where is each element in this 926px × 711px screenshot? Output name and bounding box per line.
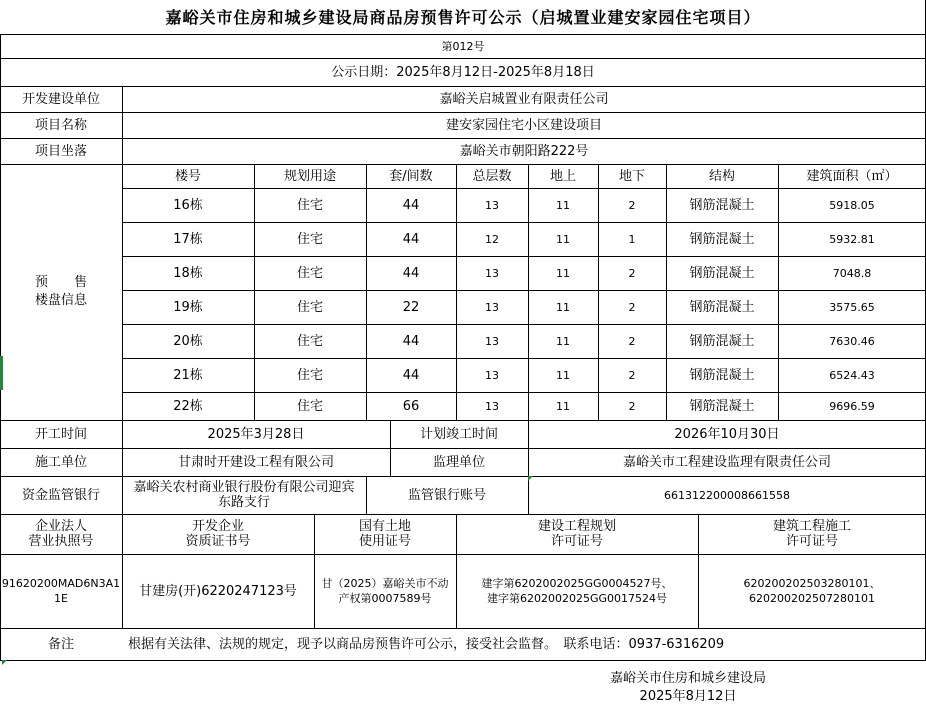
grid-line: [0, 660, 926, 661]
presale-row-structure: 钢筋混凝土: [689, 265, 755, 281]
presale-row-usage: 住宅: [296, 231, 323, 247]
grid-line: [366, 476, 367, 514]
grid-line: [528, 164, 529, 420]
presale-row-units: 44: [402, 367, 420, 383]
license-business-value: 91620200MAD6N3A1 1E: [1, 577, 121, 605]
presale-row-units: 66: [402, 398, 420, 414]
remarks-label: 备注: [47, 636, 74, 652]
presale-row-above-ground: 11: [556, 300, 570, 314]
presale-row-building: 18栋: [173, 265, 203, 281]
start-date-label: 开工时间: [34, 426, 87, 442]
license-planning-value: 建字第6202002025GG0004527号、 建字第6202002025GG0017524号: [481, 577, 673, 605]
project-name-value: 建安家园住宅小区建设项目: [445, 117, 602, 133]
cell-comment-marker: [2, 660, 7, 665]
grid-line: [122, 290, 926, 291]
grid-line: [598, 164, 599, 420]
grid-line: [122, 324, 926, 325]
start-date-value: 2025年3月28日: [207, 426, 305, 442]
contractor-value: 甘肃时开建设工程有限公司: [177, 454, 334, 470]
presale-row-area: 5918.05: [829, 198, 875, 212]
presale-row-total-floors: 13: [485, 300, 499, 314]
presale-row-structure: 钢筋混凝土: [689, 299, 755, 315]
presale-row-units: 22: [402, 299, 420, 315]
grid-line: [122, 256, 926, 257]
contractor-label: 施工单位: [34, 454, 87, 470]
header-above-ground: 地上: [549, 168, 576, 184]
grid-line: [0, 420, 926, 421]
location-value: 嘉峪关市朝阳路222号: [459, 143, 589, 159]
presale-row-building: 20栋: [173, 333, 203, 349]
grid-line: [0, 34, 1, 660]
supervisor-value: 嘉峪关市工程建设监理有限责任公司: [622, 454, 831, 470]
presale-row-area: 6524.43: [829, 368, 875, 382]
presale-row-area: 7048.8: [832, 266, 872, 280]
remarks-value: 根据有关法律、法规的规定，现予以商品房预售许可公示，接受社会监督。 联系电话：0937-6316209: [128, 636, 725, 652]
presale-row-building: 19栋: [173, 299, 203, 315]
grid-line: [0, 58, 926, 59]
developer-value: 嘉峪关启城置业有限责任公司: [439, 91, 609, 107]
presale-info-label: [0, 164, 122, 420]
presale-row-total-floors: 13: [485, 334, 499, 348]
grid-line: [0, 628, 926, 629]
presale-row-underground: 2: [628, 198, 636, 212]
license-land-value: 甘（2025）嘉峪关市不动 产权第0007589号: [321, 577, 449, 605]
presale-row-underground: 2: [628, 399, 636, 413]
license-construction-value: 620200202503280101、 620200202507280101: [743, 577, 881, 605]
planned-completion-label: 计划竣工时间: [419, 426, 498, 442]
issue-date: 2025年8月12日: [639, 688, 737, 704]
presale-row-above-ground: 11: [556, 266, 570, 280]
row-selection-marker: [0, 356, 3, 390]
cell-comment-marker: [528, 476, 533, 481]
grid-line: [0, 554, 926, 555]
grid-line: [0, 476, 926, 477]
grid-line: [456, 514, 457, 628]
presale-row-structure: 钢筋混凝土: [689, 367, 755, 383]
presale-row-units: 44: [402, 231, 420, 247]
presale-label-line1: 预 售: [34, 275, 87, 290]
grid-line: [0, 86, 926, 87]
grid-line: [254, 164, 255, 420]
header-usage: 规划用途: [283, 168, 336, 184]
page-title: 嘉峪关市住房和城乡建设局商品房预售许可公示（启城置业建安家园住宅项目）: [165, 7, 761, 27]
grid-line: [0, 138, 926, 139]
location-label: 项目坐落: [34, 143, 87, 159]
grid-line: [0, 112, 926, 113]
supervisor-label: 监理单位: [432, 454, 485, 470]
presale-row-building: 16栋: [173, 197, 203, 213]
grid-line: [698, 514, 699, 628]
issuer: 嘉峪关市住房和城乡建设局: [609, 670, 766, 686]
presale-row-above-ground: 11: [556, 399, 570, 413]
presale-row-underground: 2: [628, 334, 636, 348]
presale-row-underground: 2: [628, 300, 636, 314]
permit-number: 第012号: [441, 39, 485, 53]
header-units: 套/间数: [389, 168, 433, 184]
presale-row-usage: 住宅: [296, 299, 323, 315]
presale-row-structure: 钢筋混凝土: [689, 333, 755, 349]
grid-line: [122, 86, 123, 628]
presale-row-units: 44: [402, 265, 420, 281]
publicity-period: 公示日期：2025年8月12日-2025年8月18日: [331, 64, 595, 80]
presale-row-total-floors: 13: [485, 266, 499, 280]
presale-row-building: 22栋: [173, 398, 203, 414]
presale-row-area: 7630.46: [829, 334, 875, 348]
project-name-label: 项目名称: [34, 117, 87, 133]
grid-line: [0, 514, 926, 515]
bank-account-value: 661312200008661558: [664, 488, 790, 502]
license-header-planning: 建设工程规划 许可证号: [537, 519, 616, 549]
presale-row-usage: 住宅: [296, 398, 323, 414]
presale-row-above-ground: 11: [556, 334, 570, 348]
presale-row-underground: 2: [628, 266, 636, 280]
grid-line: [366, 164, 367, 420]
presale-row-units: 44: [402, 197, 420, 213]
presale-row-structure: 钢筋混凝土: [689, 197, 755, 213]
grid-line: [666, 164, 667, 420]
presale-row-structure: 钢筋混凝土: [689, 231, 755, 247]
presale-row-total-floors: 13: [485, 399, 499, 413]
presale-row-units: 44: [402, 333, 420, 349]
license-header-qualification: 开发企业 资质证书号: [185, 519, 251, 549]
license-header-land: 国有土地 使用证号: [358, 519, 411, 549]
presale-row-total-floors: 13: [485, 368, 499, 382]
presale-row-underground: 1: [628, 232, 636, 246]
developer-label: 开发建设单位: [21, 91, 100, 107]
presale-label-line2: 楼盘信息: [34, 293, 87, 308]
presale-row-above-ground: 11: [556, 232, 570, 246]
header-total-floors: 总层数: [472, 168, 512, 184]
planned-completion-value: 2026年10月30日: [674, 426, 780, 442]
grid-line: [122, 222, 926, 223]
grid-line: [528, 420, 529, 514]
presale-row-area: 5932.81: [829, 232, 875, 246]
grid-line: [122, 392, 926, 393]
presale-row-total-floors: 12: [485, 232, 499, 246]
presale-row-building: 21栋: [173, 367, 203, 383]
presale-row-above-ground: 11: [556, 198, 570, 212]
presale-row-building: 17栋: [173, 231, 203, 247]
grid-line: [0, 448, 926, 449]
license-header-construction: 建筑工程施工 许可证号: [772, 519, 851, 549]
presale-row-usage: 住宅: [296, 367, 323, 383]
presale-row-area: 3575.65: [829, 300, 875, 314]
presale-row-usage: 住宅: [296, 333, 323, 349]
header-area: 建筑面积（㎡）: [806, 168, 898, 184]
fund-bank-label: 资金监管银行: [21, 487, 100, 503]
grid-line: [122, 358, 926, 359]
license-qualification-value: 甘建房(开)6220247123号: [139, 583, 297, 599]
bank-account-label: 监管银行账号: [407, 487, 486, 503]
license-header-business: 企业法人 营业执照号: [28, 519, 94, 549]
presale-row-area: 9696.59: [829, 399, 875, 413]
presale-row-total-floors: 13: [485, 198, 499, 212]
grid-line: [778, 164, 779, 420]
grid-line: [314, 514, 315, 628]
presale-row-above-ground: 11: [556, 368, 570, 382]
grid-line: [456, 164, 457, 420]
presale-row-underground: 2: [628, 368, 636, 382]
header-structure: 结构: [708, 168, 735, 184]
fund-bank-value: 嘉峪关农村商业银行股份有限公司迎宾 东路支行: [133, 480, 355, 510]
grid-line: [0, 164, 926, 165]
presale-row-structure: 钢筋混凝土: [689, 398, 755, 414]
presale-row-usage: 住宅: [296, 265, 323, 281]
header-building: 楼号: [174, 168, 201, 184]
grid-line: [122, 188, 926, 189]
header-underground: 地下: [618, 168, 645, 184]
presale-row-usage: 住宅: [296, 197, 323, 213]
grid-line: [390, 420, 391, 476]
grid-line: [0, 34, 926, 35]
